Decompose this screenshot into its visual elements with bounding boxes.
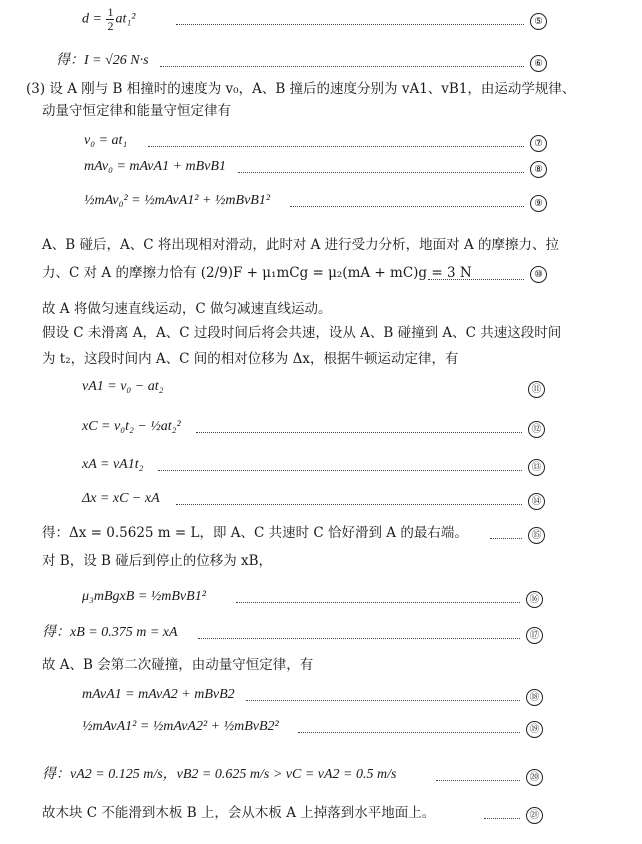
leader-dots bbox=[160, 66, 524, 67]
equation-15: 得：Δx = 0.5625 m = L，即 A、C 共速时 C 恰好滑到 A 的最右端。 bbox=[42, 525, 468, 541]
equation-12: xC = v₀t₂ − ½at₂² bbox=[82, 419, 181, 434]
equation-9: ½mAv₀² = ½mAvA1² + ½mBvB1² bbox=[84, 193, 271, 208]
paragraph-second-collision: 故 A、B 会第二次碰撞，由动量守恒定律，有 bbox=[42, 657, 314, 673]
marker-11: ⑪ bbox=[528, 381, 545, 398]
marker-17: ⑰ bbox=[526, 627, 543, 644]
fraction-half: $\frac{1}{2}$ bbox=[107, 5, 114, 33]
paragraph-3-line1: (3) 设 A 刚与 B 相撞时的速度为 v₀，A、B 撞后的速度分别为 vA1、vB1，由运动学规律、 bbox=[26, 81, 576, 97]
marker-9: ⑨ bbox=[530, 195, 547, 212]
marker-6: ⑥ bbox=[530, 55, 547, 72]
paragraph-assume-1: 假设 C 未滑离 A，A、C 过段时间后将会共速，设从 A、B 碰撞到 A、C 共速这段时间 bbox=[42, 325, 562, 341]
marker-14: ⑭ bbox=[528, 493, 545, 510]
leader-dots bbox=[490, 538, 522, 539]
leader-dots bbox=[290, 206, 524, 207]
equation-6: 得：I = √26 N·s bbox=[56, 53, 149, 68]
equation-11: vA1 = v₀ − at₂ bbox=[82, 379, 164, 394]
equation-14: Δx = xC − xA bbox=[82, 491, 160, 506]
leader-dots bbox=[246, 700, 520, 701]
leader-dots bbox=[484, 818, 520, 819]
paragraph-after-collision-1: A、B 碰后，A、C 将出现相对滑动，此时对 A 进行受力分析，地面对 A 的摩擦力、拉 bbox=[42, 237, 559, 253]
leader-dots bbox=[436, 780, 520, 781]
leader-dots bbox=[238, 172, 524, 173]
marker-19: ⑲ bbox=[526, 721, 543, 738]
marker-5: ⑤ bbox=[530, 13, 547, 30]
equation-19: ½mAvA1² = ½mAvA2² + ½mBvB2² bbox=[82, 719, 279, 734]
leader-dots bbox=[176, 24, 524, 25]
eq5-rhs: at₁² bbox=[115, 11, 136, 27]
leader-dots bbox=[236, 602, 520, 603]
equation-7: v₀ = at₁ bbox=[84, 133, 128, 148]
equation-5 bbox=[82, 6, 135, 33]
leader-dots bbox=[196, 432, 522, 433]
leader-dots bbox=[298, 732, 520, 733]
paragraph-assume-2: 为 t₂，这段时间内 A、C 间的相对位移为 Δx，根据牛顿运动定律，有 bbox=[42, 351, 459, 367]
leader-dots bbox=[428, 279, 524, 280]
equation-21: 故木块 C 不能滑到木板 B 上，会从木板 A 上掉落到水平地面上。 bbox=[42, 805, 436, 821]
paragraph-motion: 故 A 将做匀速直线运动，C 做匀减速直线运动。 bbox=[42, 301, 332, 317]
marker-7: ⑦ bbox=[530, 135, 547, 152]
equation-18: mAvA1 = mAvA2 + mBvB2 bbox=[82, 687, 235, 702]
marker-16: ⑯ bbox=[526, 591, 543, 608]
equation-16: μ₃mBgxB = ½mBvB1² bbox=[82, 589, 206, 604]
leader-dots bbox=[176, 504, 522, 505]
equation-20: 得：vA2 = 0.125 m/s，vB2 = 0.625 m/s > vC = vA2 = 0.5 m/s bbox=[42, 767, 397, 782]
marker-18: ⑱ bbox=[526, 689, 543, 706]
paragraph-for-b: 对 B，设 B 碰后到停止的位移为 xB， bbox=[42, 553, 273, 569]
marker-13: ⑬ bbox=[528, 459, 545, 476]
equation-13: xA = vA1t₂ bbox=[82, 457, 144, 472]
leader-dots bbox=[198, 638, 520, 639]
marker-8: ⑧ bbox=[530, 161, 547, 178]
marker-10: ⑩ bbox=[530, 266, 547, 283]
leader-dots bbox=[148, 146, 524, 147]
leader-dots bbox=[158, 470, 522, 471]
equation-8: mAv₀ = mAvA1 + mBvB1 bbox=[84, 159, 226, 174]
marker-20: ⑳ bbox=[526, 769, 543, 786]
paragraph-3-line2: 动量守恒定律和能量守恒定律有 bbox=[42, 103, 231, 119]
marker-12: ⑫ bbox=[528, 421, 545, 438]
equation-17: 得：xB = 0.375 m = xA bbox=[42, 625, 178, 640]
marker-15: ⑮ bbox=[528, 527, 545, 544]
eq5-lhs: d = bbox=[82, 11, 106, 27]
paragraph-after-collision-2: 力、C 对 A 的摩擦力恰有 (2/9)F + μ₁mCg = μ₂(mA + mC)g = 3 N bbox=[42, 265, 472, 281]
marker-21: ㉑ bbox=[526, 807, 543, 824]
